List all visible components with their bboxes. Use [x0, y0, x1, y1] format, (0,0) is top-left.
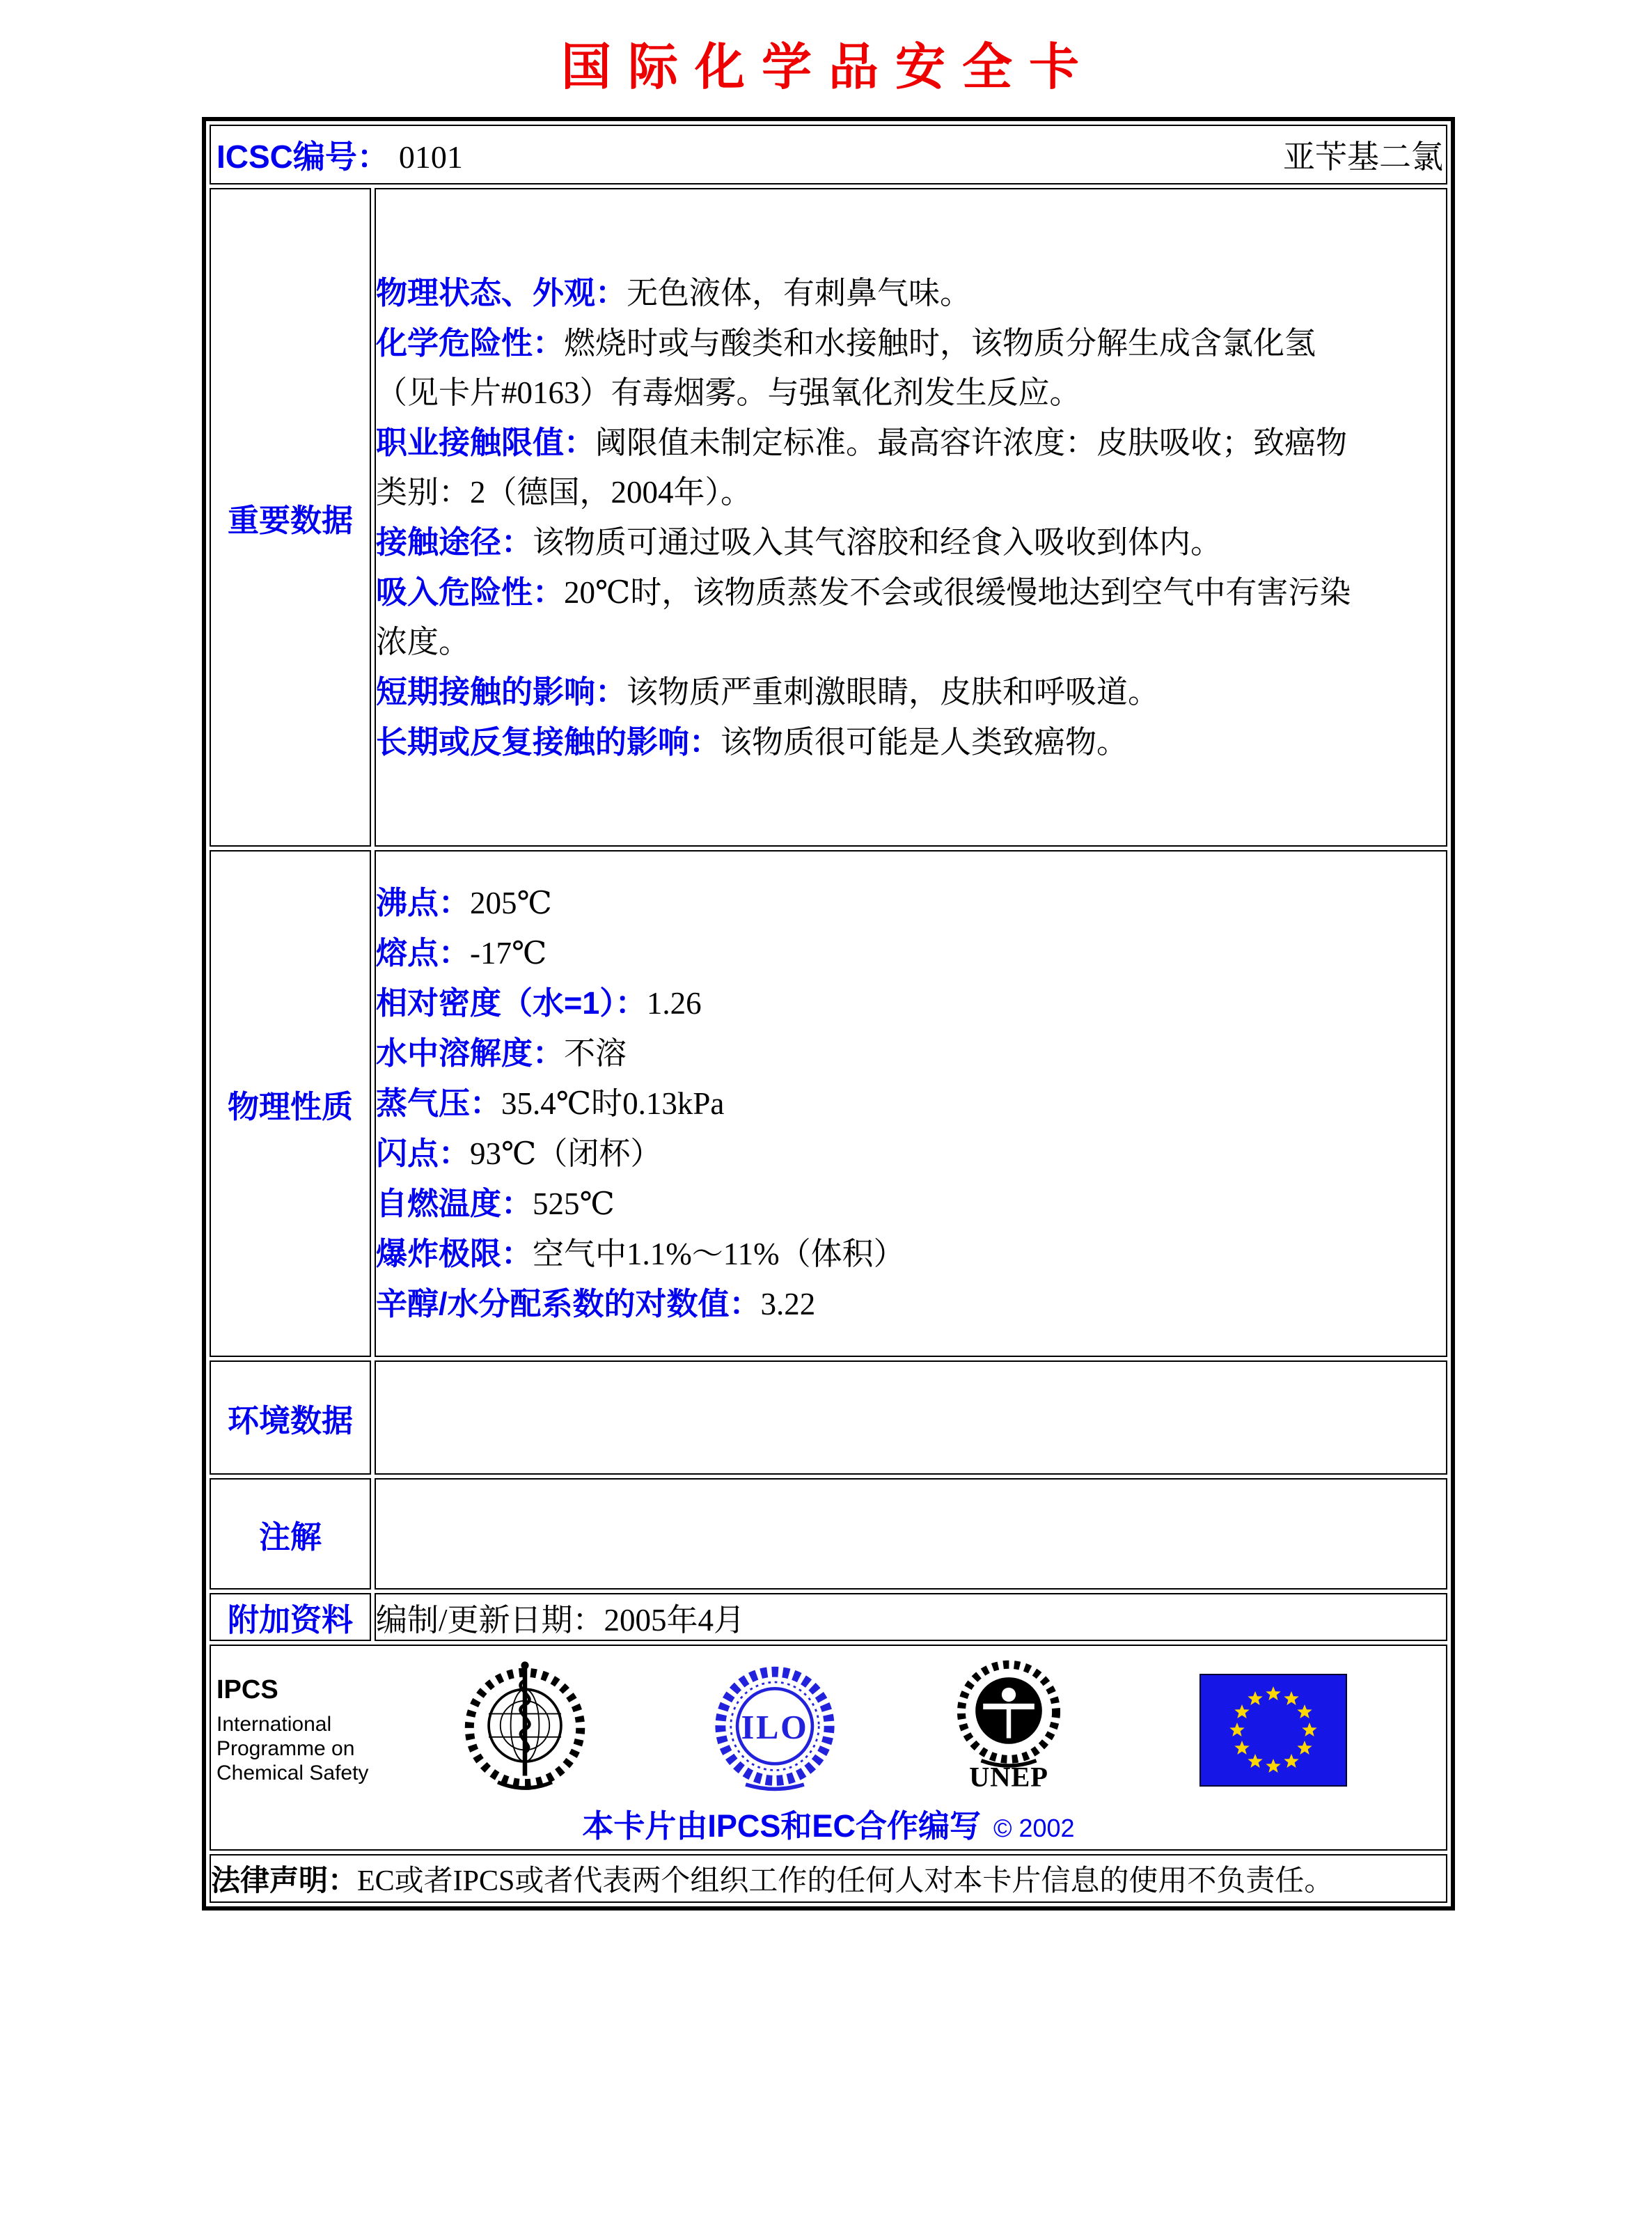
notes-content — [375, 1478, 1447, 1590]
additional-info-content: 编制/更新日期：2005年4月 — [375, 1593, 1447, 1641]
icsc-card-table — [202, 117, 1455, 1911]
legal-notice-label: 法律声明： — [211, 1864, 358, 1897]
row-label-physical-properties: 物理性质 — [210, 850, 371, 1357]
field-value: 1.26 — [646, 986, 702, 1021]
icsc-number-value: 0101 — [398, 139, 463, 175]
field-label: 化学危险性： — [376, 324, 565, 361]
field-label: 相对密度（水=1）： — [376, 985, 647, 1021]
eu-flag-icon — [1199, 1674, 1347, 1787]
field-label: 短期接触的影响： — [376, 673, 627, 709]
field-label: 吸入危险性： — [376, 574, 565, 610]
field-value: 3.22 — [760, 1287, 816, 1321]
field-label: 物理状态、外观： — [376, 274, 627, 311]
data-line — [376, 567, 1446, 618]
field-value: 无色液体，有刺鼻气味。 — [627, 275, 972, 311]
legal-cell — [210, 1854, 1447, 1903]
field-value: 35.4℃时0.13kPa — [501, 1086, 725, 1121]
card-row-physical-properties — [210, 850, 1447, 1357]
field-label: 辛醇/水分配系数的对数值： — [376, 1286, 761, 1321]
ilo-icon — [709, 1664, 841, 1794]
field-label: 爆炸极限： — [376, 1236, 533, 1271]
header-wrap — [211, 126, 1446, 183]
copyright-text: © 2002 — [993, 1814, 1075, 1842]
field-value: 不溶 — [564, 1036, 627, 1071]
data-line — [376, 618, 1446, 667]
data-line — [376, 717, 1446, 767]
important-data-content — [375, 188, 1447, 847]
data-line — [376, 978, 1446, 1028]
logos-cell — [210, 1645, 1447, 1851]
data-line — [376, 1179, 1446, 1229]
data-line — [376, 268, 1446, 318]
row-label-notes: 注解 — [210, 1478, 371, 1590]
who-icon — [460, 1656, 590, 1798]
cooperation-caption — [211, 1801, 1446, 1846]
header-cell — [210, 125, 1447, 185]
unep-icon — [947, 1654, 1070, 1790]
field-label: 职业接触限值： — [376, 424, 596, 460]
card-row-important-data — [210, 188, 1447, 847]
cooperation-caption-text: 本卡片由IPCS和EC合作编写 — [582, 1808, 981, 1844]
chemical-name: 亚苄基二氯 — [1283, 139, 1443, 175]
data-line — [376, 468, 1446, 517]
data-line — [376, 318, 1446, 368]
ilo-label: ILO — [741, 1709, 809, 1746]
ipcs-line: Programme on — [217, 1737, 355, 1760]
card-row-environmental-data — [210, 1360, 1447, 1475]
icsc-number-group — [217, 132, 463, 178]
field-value: -17℃ — [470, 936, 547, 971]
field-value: 类别：2（德国，2004年）。 — [376, 474, 753, 510]
field-label: 熔点： — [376, 935, 471, 971]
data-line — [376, 1078, 1446, 1129]
field-value: 该物质很可能是人类致癌物。 — [721, 724, 1128, 760]
field-value: 空气中1.1%～11%（体积） — [533, 1237, 905, 1271]
data-line — [376, 1229, 1446, 1279]
card-row-notes — [210, 1478, 1447, 1590]
icsc-number-label: ICSC编号： — [217, 139, 389, 175]
field-value: 20℃时，该物质蒸发不会或很缓慢地达到空气中有害污染 — [564, 574, 1351, 610]
field-value: 该物质严重刺激眼睛，皮肤和呼吸道。 — [627, 674, 1160, 709]
ipcs-text-block — [217, 1675, 368, 1785]
data-line — [376, 418, 1446, 468]
field-label: 蒸气压： — [376, 1085, 502, 1121]
field-value: 525℃ — [533, 1186, 615, 1221]
data-line — [376, 517, 1446, 567]
field-value: 浓度。 — [376, 624, 471, 659]
data-line — [376, 667, 1446, 717]
environmental-data-content — [375, 1360, 1447, 1475]
card-row-header — [210, 125, 1447, 185]
field-value: 该物质可通过吸入其气溶胶和经食入吸收到体内。 — [533, 524, 1222, 560]
unep-label: UNEP — [969, 1761, 1048, 1790]
field-label: 自燃温度： — [376, 1186, 533, 1221]
field-label: 闪点： — [376, 1136, 471, 1171]
data-line — [376, 878, 1446, 928]
field-value: 205℃ — [470, 886, 552, 920]
field-label: 沸点： — [376, 885, 471, 920]
data-line — [376, 368, 1446, 418]
ipcs-line: International — [217, 1713, 332, 1736]
field-value: （见卡片#0163）有毒烟雾。与强氧化剂发生反应。 — [376, 375, 1081, 410]
legal-notice-text: EC或者IPCS或者代表两个组织工作的任何人对本卡片信息的使用不负责任。 — [357, 1865, 1334, 1897]
legal-wrap — [211, 1856, 1446, 1901]
ipcs-acronym: IPCS — [217, 1675, 278, 1704]
row-label-important-data: 重要数据 — [210, 188, 371, 847]
data-line — [376, 928, 1446, 978]
card-row-legal — [210, 1854, 1447, 1903]
field-label: 接触途径： — [376, 524, 533, 560]
field-label: 长期或反复接触的影响： — [376, 723, 721, 760]
row-label-environmental-data: 环境数据 — [210, 1360, 371, 1475]
page-title: 国际化学品安全卡 — [560, 40, 1096, 95]
physical-properties-content — [375, 850, 1447, 1357]
row-label-additional-info: 附加资料 — [210, 1593, 371, 1641]
card-row-logos — [210, 1645, 1447, 1851]
field-value: 阈限值未制定标准。最高容许浓度：皮肤吸收；致癌物 — [595, 425, 1348, 460]
data-line — [376, 1028, 1446, 1078]
card-row-additional-info — [210, 1593, 1447, 1641]
field-value: 93℃（闭杯） — [470, 1136, 662, 1171]
data-line — [376, 1279, 1446, 1329]
field-label: 水中溶解度： — [376, 1035, 565, 1071]
field-value: 燃烧时或与酸类和水接触时，该物质分解生成含氯化氢 — [564, 325, 1316, 361]
data-line — [376, 1129, 1446, 1179]
ipcs-line: Chemical Safety — [217, 1762, 369, 1784]
